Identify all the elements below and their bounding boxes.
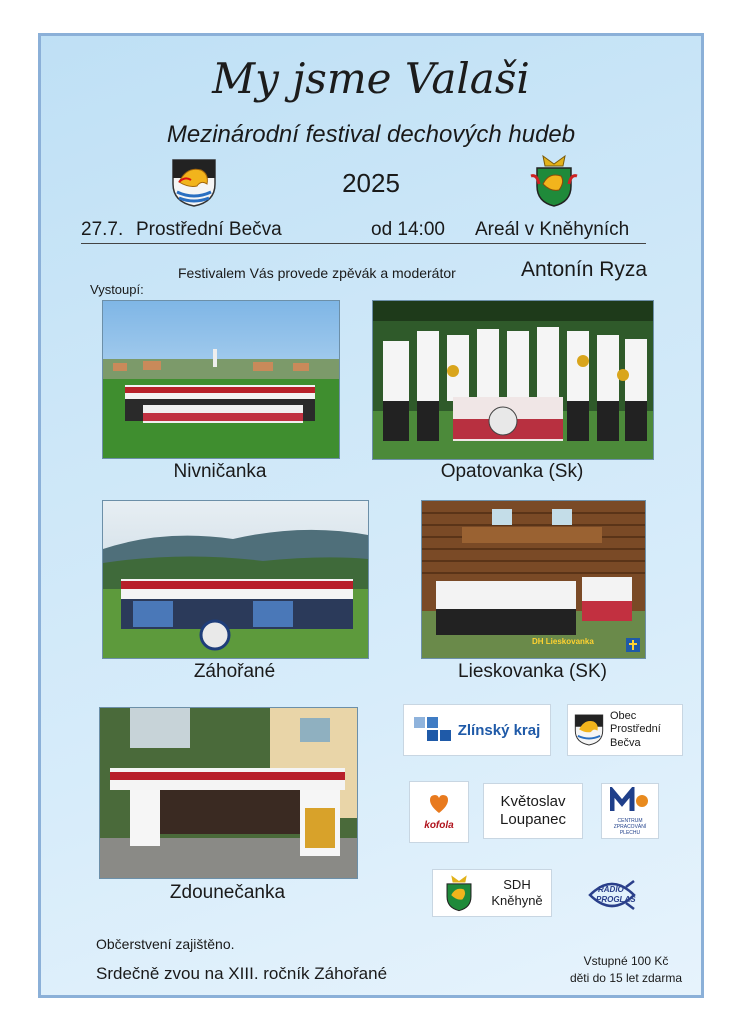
event-date: 27.7. [81,219,124,240]
sponsor-radio-line1: RADIO [598,885,624,894]
sponsor-obec-line2: Prostřední [610,723,661,736]
sponsor-obec-line1: Obec [610,710,637,723]
sponsor-obec [567,704,683,756]
sponsor-sdh-knehyne [432,869,552,917]
poster-title: My jsme Valaši [212,54,530,103]
sponsor-kvetoslav-line2: Loupanec [500,811,566,828]
sponsor-zlinsky-label: Zlínský kraj [457,721,541,739]
entry-fee: Vstupné 100 Kč [583,954,669,968]
sponsor-radio-proglas [586,871,638,915]
sponsor-centrum-line1: CENTRUM ZPRACOVÁNÍ [613,817,647,830]
photo-zdounecanka [99,707,358,879]
sponsor-sdh-line1: SDH [503,877,531,893]
centrum-plechu-logo-icon [610,787,650,813]
prostredni-becva-crest-icon [171,158,217,208]
refreshment-note: Občerstvení zajištěno. [96,936,235,952]
sdh-crest-icon [441,874,477,912]
photo-opatovanka [372,300,654,460]
photo-lieskovanka [421,500,646,659]
event-place: Prostřední Bečva [136,219,282,240]
sponsor-radio-line2: PROGLAS [596,895,636,904]
photo-caption-lieskovanka: DH Lieskovanka [532,637,594,646]
sponsor-kvetoslav-loupanec [483,783,583,839]
photo-zahorane [102,500,369,659]
entry-fee-block [551,953,701,987]
sponsor-sdh-line2: Kněhyně [491,893,543,908]
radio-proglas-logo-icon [586,871,638,915]
poster-year: 2025 [342,168,400,198]
band-name-zdounecanka: Zdounečanka [169,882,286,903]
event-time: od 14:00 [371,219,445,240]
performers-label: Vystoupí: [90,282,144,297]
band-name-opatovanka: Opatovanka (Sk) [440,461,584,482]
photo-nivnicanka [102,300,340,459]
sponsor-centrum-plechu [601,783,659,839]
obec-crest-icon [574,713,604,747]
band-name-zahorane: Záhořané [193,661,276,682]
sponsor-centrum-line2: PLECHU [619,829,641,836]
band-name-lieskovanka: Lieskovanka (SK) [458,661,607,682]
sponsor-kofola-label: kofola [424,820,454,831]
guide-text: Festivalem Vás provede zpěvák a moderátor [178,265,456,281]
sponsor-obec-line3: Bečva [610,736,641,749]
festival-poster [38,33,704,998]
band-name-nivnicanka: Nivničanka [173,461,267,482]
knehyne-crest-icon [529,154,579,208]
poster-subtitle: Mezinárodní festival dechových hudeb [166,121,576,148]
entry-note: děti do 15 let zdarma [569,970,683,985]
sponsor-kvetoslav-line1: Květoslav [500,793,566,810]
event-venue: Areál v Kněhyních [475,219,630,240]
kofola-heart-icon [428,793,450,815]
sponsor-zlinsky-kraj [403,704,551,756]
cross-emblem-icon [626,638,640,652]
zlinsky-kraj-logo-icon [414,715,452,745]
sponsor-kofola [409,781,469,843]
divider [81,243,646,244]
invitation-text: Srdečně zvou na XIII. ročník Záhořané [96,964,388,983]
guide-name: Antonín Ryza [521,258,648,281]
